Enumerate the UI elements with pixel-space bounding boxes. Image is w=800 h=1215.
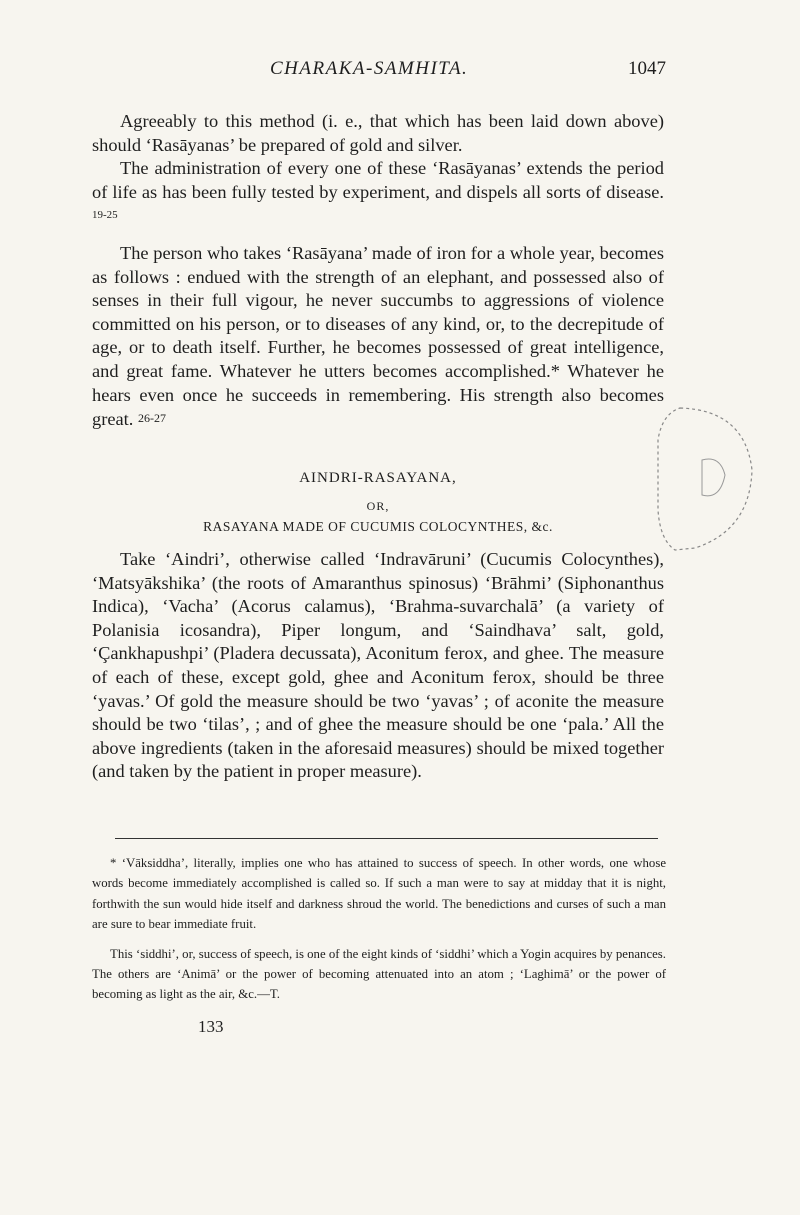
verse-ref: 26-27 <box>137 411 166 426</box>
page-number: 1047 <box>628 58 666 79</box>
footnote-rule <box>115 838 658 839</box>
section-or: OR, <box>366 499 390 513</box>
paragraph: Take ‘Aindri’, otherwise called ‘Indravāruni’ (Cucumis Colocynthes), ‘Matsyākshika’ (the roots of Amaranthus spinosus) ‘Brāhmi’ (Siphonanthus Indica), ‘Vacha’ (Acorus calamus), ‘Brahma-suvarchalā’ (a variety of Polanisia icosandra), Piper longum, and ‘Saindhava’ salt, gold, ‘Çankhapushpi’ (Pladera decussata), Aconitum ferox, and ghee. The measure of each of these, except gold, ghee and Aconitum ferox, should be three ‘yavas.’ Of gold the measure should be two ‘yavas’ ; of aconite the measure should be two ‘tilas’, ; and of ghee the measure should be one ‘pala.’ All the above ingredients (taken in the aforesaid measures) should be mixed together (and taken by the patient in proper measure). <box>92 549 664 782</box>
paragraph: The administration of every one of these ‘Rasāyanas’ extends the period of life as has been fully tested by experiment, and dispels all sorts of disease. $^{19-25}$ <box>92 158 664 222</box>
footnotes <box>92 853 666 1014</box>
running-title: CHARAKA-SAMHITA. <box>270 58 469 79</box>
body-text <box>92 110 664 432</box>
section-heading: AINDRI-RASAYANA, <box>299 470 457 486</box>
body-text-2 <box>92 548 664 784</box>
signature-mark: 133 <box>198 1017 224 1036</box>
paragraph: Agreeably to this method (i. e., that which has been laid down above) should ‘Rasāyanas’ be prepared of gold and silver. <box>92 111 664 155</box>
section-subheading: RASAYANA MADE OF CUCUMIS COLOCYNTHES, &c. <box>203 519 553 534</box>
page-header <box>0 58 800 88</box>
footnote: * ‘Vāksiddha’, literally, implies one who has attained to success of speech. In other words, one whose words become immediately accomplished is called so. If such a man were to say at midday that it is night, forthwith the sun would hide itself and darkness shroud the world. The benedictions and curses of such a man are sure to bear immediate fruit. <box>92 856 666 932</box>
paragraph: The person who takes ‘Rasāyana’ made of iron for a whole year, becomes as follows : endued with the strength of an elephant, and possessed also of senses in their full vigour, he never succumbs to aggressions of violence committed on his person, or to diseases of any kind, or, to the decrepitude of age, or to death itself. Further, he becomes possessed of great intelligence, and great fame. Whatever he utters becomes accomplished.* Whatever he hears even once he succeeds in remembering. His strength also becomes great. 26-27 <box>92 242 664 430</box>
footnote: This ‘siddhi’, or, success of speech, is one of the eight kinds of ‘siddhi’ which a Yogin acquires by penances. The others are ‘Animā’ or the power of becoming attenuated into an atom ; ‘Laghimā’ or the power of becoming as light as the air, &c.—T. <box>92 946 666 1002</box>
verse-ref: 19-25 <box>92 209 118 222</box>
library-stamp <box>640 400 760 555</box>
